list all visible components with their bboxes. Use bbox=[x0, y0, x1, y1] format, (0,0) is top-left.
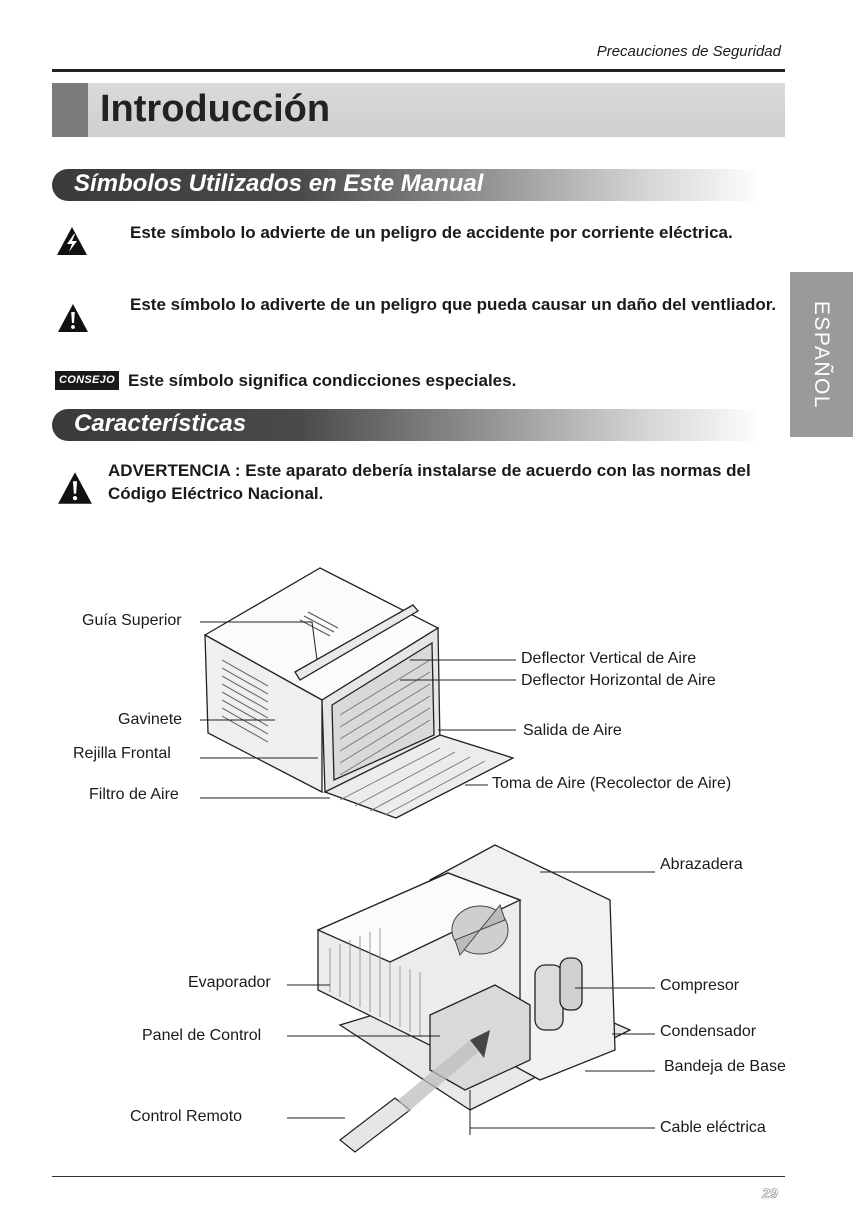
label-condenser: Condensador bbox=[660, 1023, 757, 1040]
label-air-filter: Filtro de Aire bbox=[89, 786, 179, 803]
features-warning-text: ADVERTENCIA : Este aparato debería instalarse de acuerdo con las normas del Código Eléctrico Nacional. bbox=[108, 461, 751, 503]
consejo-badge: CONSEJO bbox=[55, 371, 119, 390]
label-air-outlet: Salida de Aire bbox=[523, 722, 622, 739]
symbol-tip-text: Este símbolo significa condicciones especiales. bbox=[128, 371, 517, 390]
label-air-intake: Toma de Aire (Recolector de Aire) bbox=[492, 775, 732, 792]
label-base-pan: Bandeja de Base bbox=[664, 1058, 786, 1075]
label-evaporator: Evaporador bbox=[188, 974, 271, 991]
label-top-guide: Guía Superior bbox=[82, 612, 182, 629]
label-control-panel: Panel de Control bbox=[142, 1027, 262, 1044]
label-cabinet: Gavinete bbox=[118, 711, 183, 728]
language-tab-label: ESPAÑOL bbox=[810, 300, 834, 409]
section-title-symbols: Símbolos Utilizados en Este Manual bbox=[74, 170, 484, 197]
page-number: 29 bbox=[762, 1185, 778, 1201]
label-compressor: Compresor bbox=[660, 977, 740, 994]
label-vertical-deflector: Deflector Vertical de Aire bbox=[521, 650, 697, 667]
label-power-cable: Cable eléctrica bbox=[660, 1119, 766, 1136]
symbol-electric-text: Este símbolo lo advierte de un peligro de accidente por corriente eléctrica. bbox=[130, 223, 733, 242]
page-title: Introducción bbox=[100, 88, 331, 130]
footer-rule bbox=[52, 1176, 785, 1177]
label-horizontal-deflector: Deflector Horizontal de Aire bbox=[521, 672, 716, 689]
label-clamp: Abrazadera bbox=[660, 856, 743, 873]
section-title-features: Características bbox=[74, 410, 247, 437]
running-head: Precauciones de Seguridad bbox=[596, 43, 781, 60]
label-remote-control: Control Remoto bbox=[130, 1108, 243, 1125]
symbol-warning-text: Este símbolo lo adiverte de un peligro que pueda causar un daño del ventliador. bbox=[130, 295, 777, 314]
label-front-grille: Rejilla Frontal bbox=[73, 745, 171, 762]
